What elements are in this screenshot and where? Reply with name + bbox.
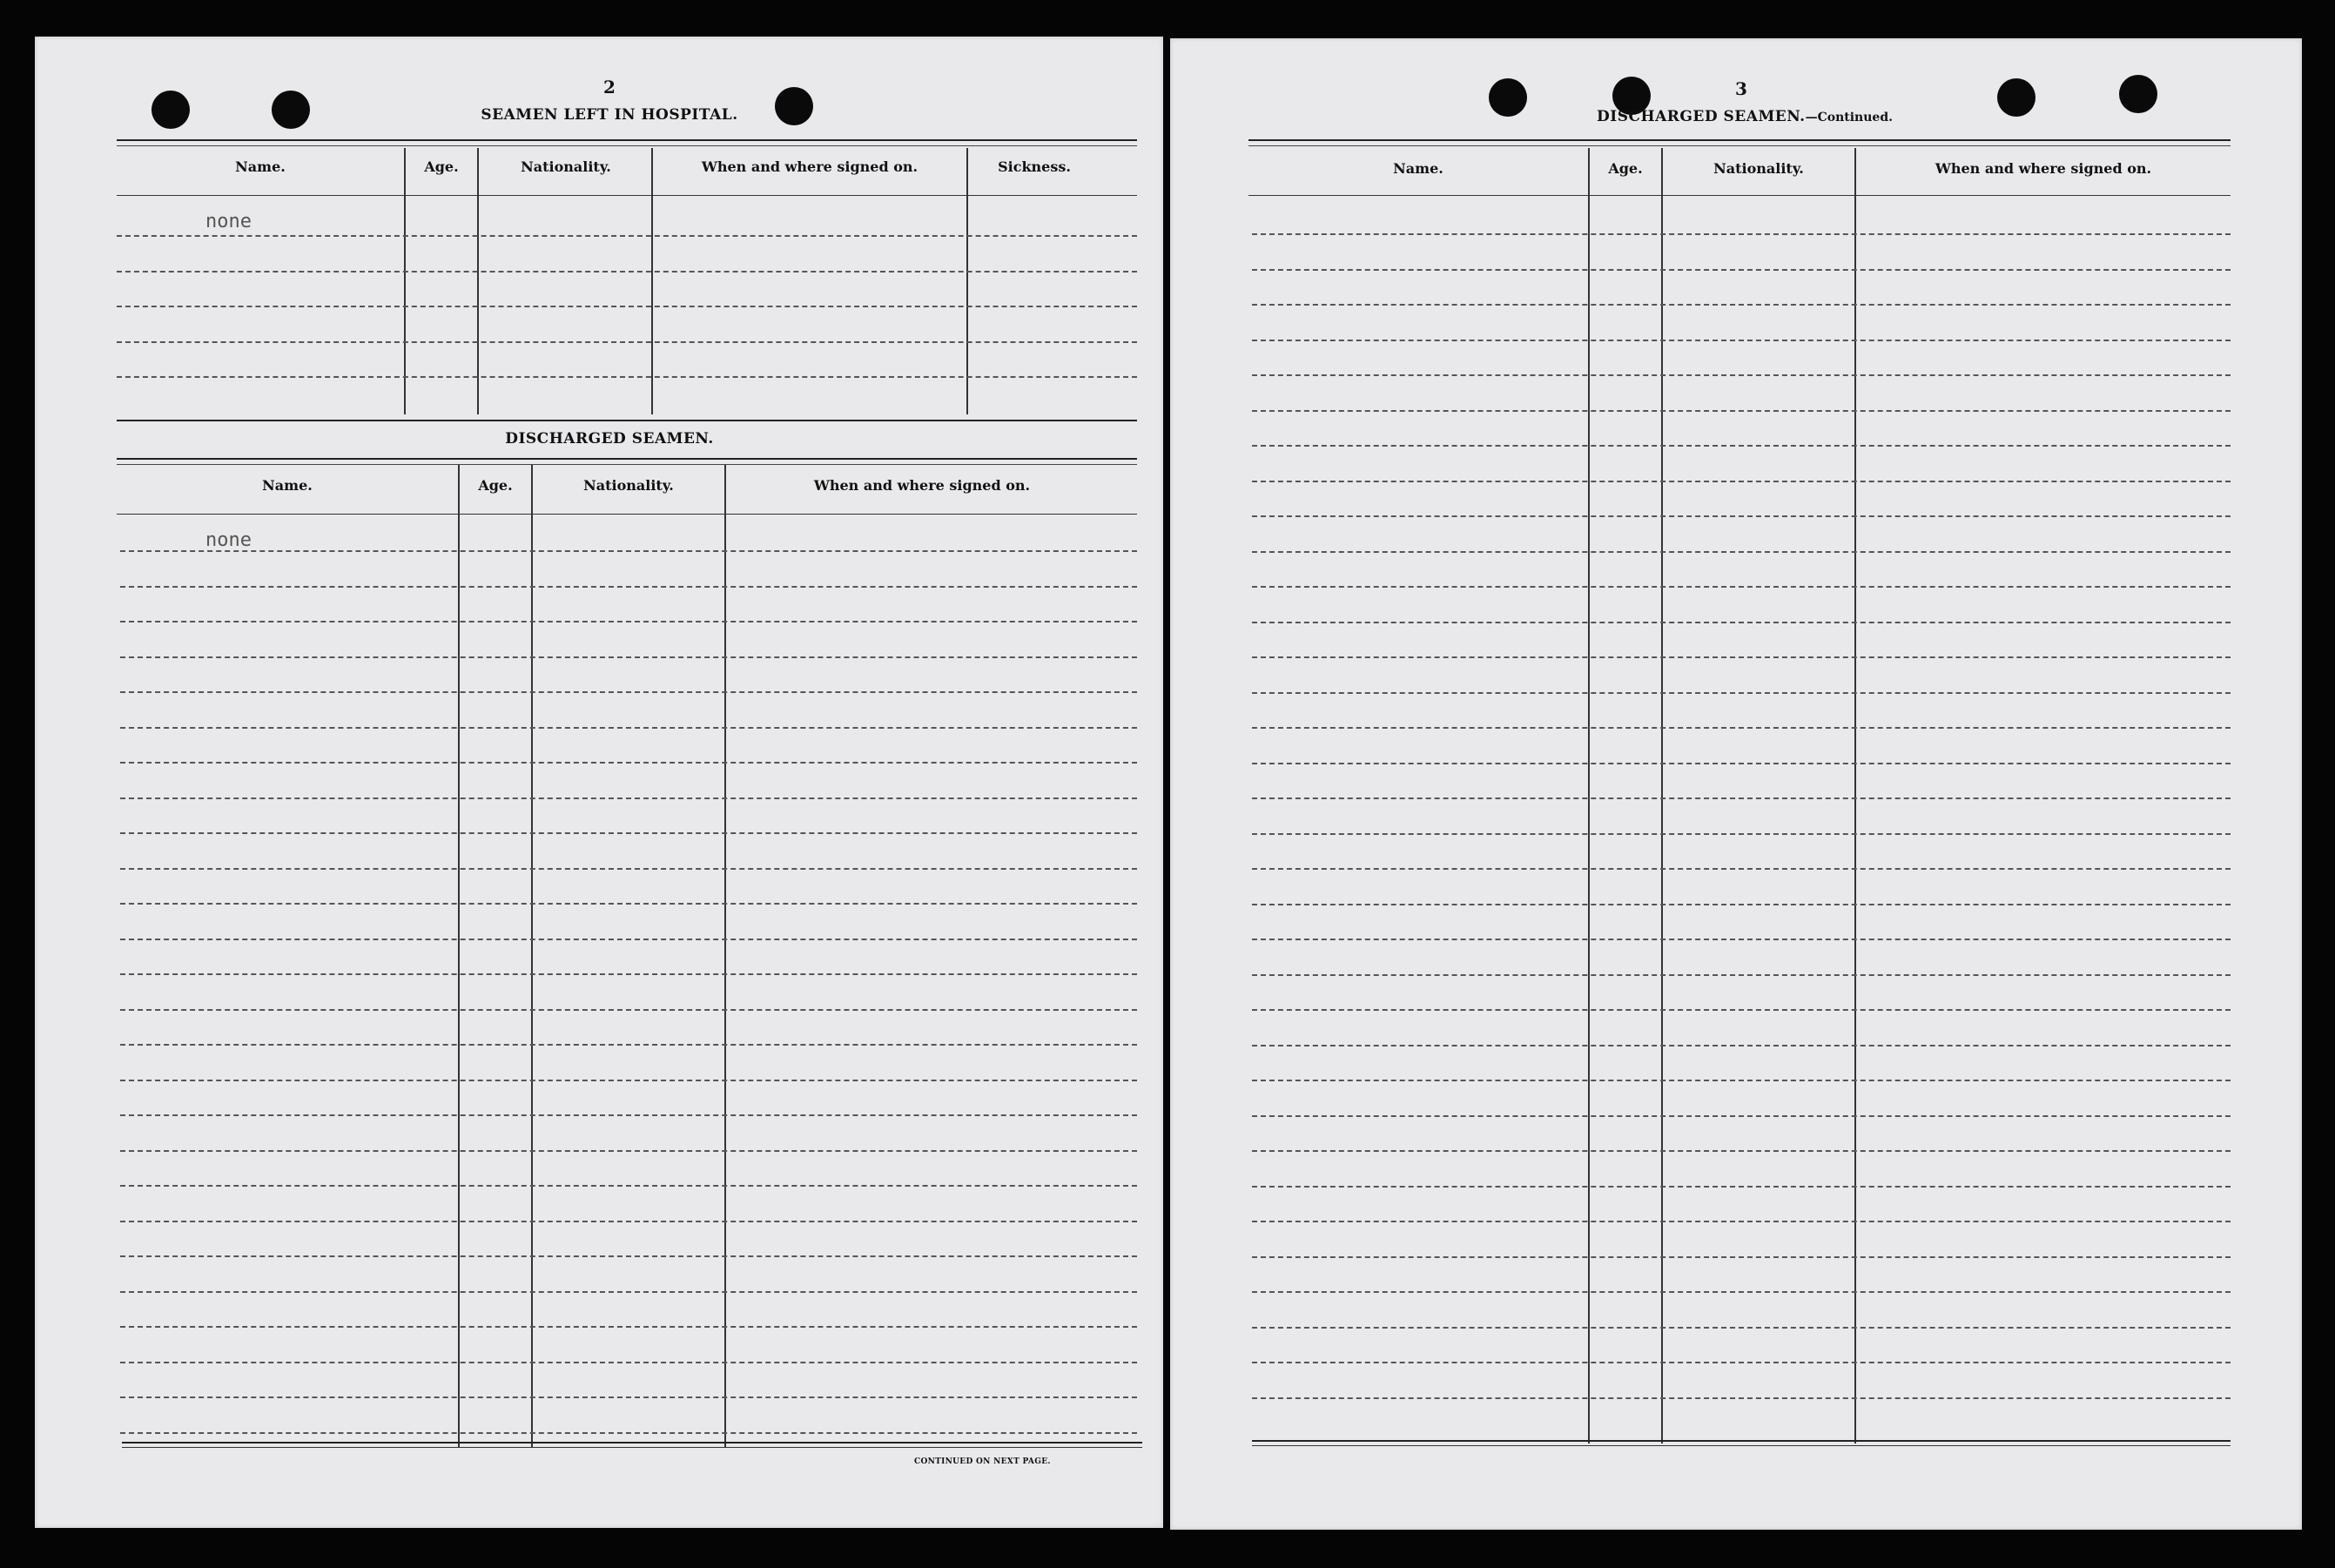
discharged-section-title: DISCHARGED SEAMEN. (505, 430, 714, 448)
left-page (35, 37, 1163, 1528)
ruled-line (1252, 1150, 2231, 1152)
column-header-nationality: Nationality. (1713, 160, 1804, 177)
page-number: 3 (1735, 78, 1747, 99)
ruled-line (1252, 410, 2231, 412)
ruled-line (120, 550, 1137, 552)
column-divider (1661, 148, 1663, 1444)
ruled-line (120, 1080, 1137, 1081)
header-rule (1248, 195, 2231, 196)
ruled-line (120, 727, 1137, 729)
punch-hole-icon (151, 91, 190, 129)
punch-hole-icon (2119, 75, 2157, 113)
divider (117, 420, 1137, 421)
ruled-line (1252, 1045, 2231, 1046)
ruled-line (1252, 586, 2231, 588)
ruled-line (120, 586, 1137, 588)
ruled-line (1252, 304, 2231, 306)
ruled-line (120, 832, 1137, 834)
divider (117, 458, 1137, 465)
ruled-line (117, 235, 1137, 237)
ruled-line (120, 621, 1137, 622)
section-title-suffix: —Continued. (1805, 111, 1893, 124)
discharged-continued-title (1536, 108, 1954, 125)
ruled-line (120, 1362, 1137, 1363)
column-divider (651, 148, 653, 414)
ruled-line (120, 691, 1137, 693)
ruled-line (1252, 1221, 2231, 1222)
column-header-age: Age. (478, 477, 513, 494)
ruled-line (1252, 833, 2231, 835)
ruled-line (1252, 939, 2231, 940)
ruled-line (120, 1221, 1137, 1222)
ruled-line (1252, 656, 2231, 658)
ruled-line (1252, 904, 2231, 905)
punch-hole-icon (1997, 78, 2036, 117)
ruled-line (1252, 797, 2231, 799)
ruled-line (1252, 1327, 2231, 1329)
punch-hole-icon (1489, 78, 1527, 117)
ruled-line (120, 1396, 1137, 1398)
column-divider (404, 148, 406, 414)
column-divider (458, 465, 460, 1447)
ruled-line (1252, 1080, 2231, 1081)
divider (117, 139, 1137, 146)
column-header-nationality: Nationality. (521, 158, 611, 175)
column-header-age: Age. (1608, 160, 1643, 177)
ruled-line (1252, 1362, 2231, 1363)
ruled-line (1252, 974, 2231, 976)
ruled-line (117, 376, 1137, 378)
ruled-line (117, 271, 1137, 273)
ruled-line (1252, 374, 2231, 376)
ruled-line (1252, 727, 2231, 729)
column-header-signed-on: When and where signed on. (701, 158, 919, 175)
ruled-line (120, 903, 1137, 905)
ruled-line (120, 797, 1137, 799)
column-divider (724, 465, 726, 1447)
column-divider (1854, 148, 1856, 1444)
divider (1252, 1440, 2231, 1442)
ruled-line (120, 1150, 1137, 1152)
column-header-sickness: Sickness. (998, 158, 1071, 175)
ruled-line (120, 1114, 1137, 1116)
ruled-line (120, 1291, 1137, 1293)
divider (122, 1447, 1142, 1448)
ruled-line (120, 1009, 1137, 1011)
column-divider (531, 465, 533, 1447)
punch-hole-icon (272, 91, 310, 129)
ruled-line (1252, 1009, 2231, 1011)
continued-footer: CONTINUED ON NEXT PAGE. (914, 1457, 1051, 1466)
ruled-line (117, 306, 1137, 307)
column-header-name: Name. (262, 477, 313, 494)
ruled-line (120, 1326, 1137, 1328)
ruled-line (120, 1044, 1137, 1046)
ruled-line (1252, 1397, 2231, 1399)
ruled-line (120, 868, 1137, 870)
ruled-line (1252, 1256, 2231, 1258)
ruled-line (120, 973, 1137, 975)
ruled-line (1252, 445, 2231, 447)
right-page (1170, 38, 2302, 1530)
ruled-line (1252, 692, 2231, 694)
column-divider (1588, 148, 1590, 1444)
column-header-age: Age. (424, 158, 459, 175)
ruled-line (120, 1432, 1137, 1434)
divider (1248, 139, 2231, 146)
ruled-line (1252, 1115, 2231, 1117)
ruled-line (1252, 340, 2231, 341)
ruled-line (1252, 515, 2231, 517)
ruled-line (120, 1255, 1137, 1257)
divider (1252, 1445, 2231, 1446)
column-header-name: Name. (1393, 160, 1443, 177)
ruled-line (120, 939, 1137, 940)
ruled-line (1252, 1186, 2231, 1188)
ruled-line (1252, 233, 2231, 235)
column-divider (966, 148, 968, 414)
ruled-line (120, 762, 1137, 764)
section-title: DISCHARGED SEAMEN. (1597, 108, 1806, 125)
hospital-entry-name: none (205, 211, 252, 232)
ruled-line (1252, 622, 2231, 623)
column-header-nationality: Nationality. (583, 477, 674, 494)
hospital-section-title: SEAMEN LEFT IN HOSPITAL. (481, 106, 738, 124)
column-header-name: Name. (235, 158, 286, 175)
ruled-line (1252, 868, 2231, 870)
column-divider (477, 148, 479, 414)
ruled-line (1252, 763, 2231, 764)
ruled-line (120, 1185, 1137, 1187)
column-header-signed-on: When and where signed on. (1935, 160, 2152, 177)
ruled-line (1252, 269, 2231, 271)
header-rule (117, 195, 1137, 196)
ruled-line (120, 656, 1137, 658)
discharged-entry-name: none (205, 529, 252, 551)
ruled-line (1252, 551, 2231, 553)
header-rule (117, 514, 1137, 515)
column-header-signed-on: When and where signed on. (813, 477, 1031, 494)
ruled-line (1252, 1291, 2231, 1293)
ruled-line (1252, 481, 2231, 482)
ruled-line (117, 341, 1137, 343)
divider (122, 1442, 1142, 1444)
page-number: 2 (603, 77, 616, 98)
